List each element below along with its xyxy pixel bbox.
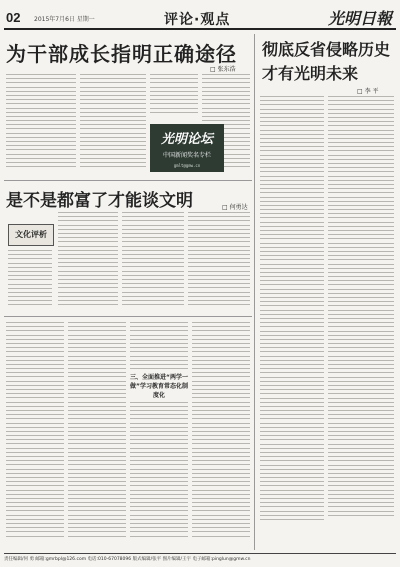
second-article-title: 是不是都富了才能谈文明 bbox=[6, 191, 193, 211]
lead-article-title: 为干部成长指明正确途径 bbox=[6, 42, 237, 66]
forum-badge-subtitle: 中国新闻奖名专栏 bbox=[162, 152, 211, 159]
second-article-author: □ 何勇达 bbox=[222, 204, 248, 211]
footer-credits: 责任编辑/何 勇 邮箱:gmrbpl@126.com 电话:010-67078096 版式编辑/张平 图片编辑/王宇 电子邮箱:pinglun@gmw.cn bbox=[4, 557, 251, 562]
lead-article-author: □ 张东浩 bbox=[210, 66, 236, 73]
lead-article-body-col-2 bbox=[80, 74, 146, 176]
forum-badge-title: 光明论坛 bbox=[160, 132, 213, 147]
forum-badge bbox=[150, 124, 224, 172]
newspaper-logo: 光明日報 bbox=[328, 9, 393, 28]
article-divider bbox=[4, 180, 252, 181]
masthead-rule bbox=[4, 28, 396, 30]
section-title: 评论·观点 bbox=[164, 12, 231, 28]
lead-article-body-col-1 bbox=[6, 74, 76, 176]
footer-rule bbox=[4, 553, 396, 554]
right-article-body-col-1 bbox=[260, 96, 324, 548]
right-article-author: □ 李 平 bbox=[357, 88, 379, 95]
right-article-title: 彻底反省侵略历史才有光明未来 bbox=[262, 40, 391, 83]
right-column-divider bbox=[254, 34, 255, 550]
lower-body-col-3 bbox=[130, 322, 188, 548]
lower-body-col-2 bbox=[68, 322, 126, 548]
column-badge: 文化评析 bbox=[8, 224, 54, 246]
second-article-body-col-1 bbox=[8, 250, 52, 312]
subhead: 三、全面推进“两学一做”学习教育常态化制度化 bbox=[128, 372, 190, 399]
forum-badge-email: gmlt@gmw.cn bbox=[173, 163, 201, 168]
lead-article-body-col-3 bbox=[150, 74, 198, 120]
second-article-body-col-4 bbox=[188, 212, 250, 312]
lower-body-col-1 bbox=[6, 322, 64, 548]
article-divider-2 bbox=[4, 316, 252, 317]
second-article-body-col-3 bbox=[122, 212, 184, 312]
page-number: 02 bbox=[6, 10, 21, 25]
right-article-body-col-2 bbox=[328, 96, 394, 548]
second-article-body-col-2 bbox=[58, 212, 118, 312]
issue-date: 2015年7月6日 星期一 bbox=[34, 16, 95, 23]
lower-body-col-4 bbox=[192, 322, 250, 548]
